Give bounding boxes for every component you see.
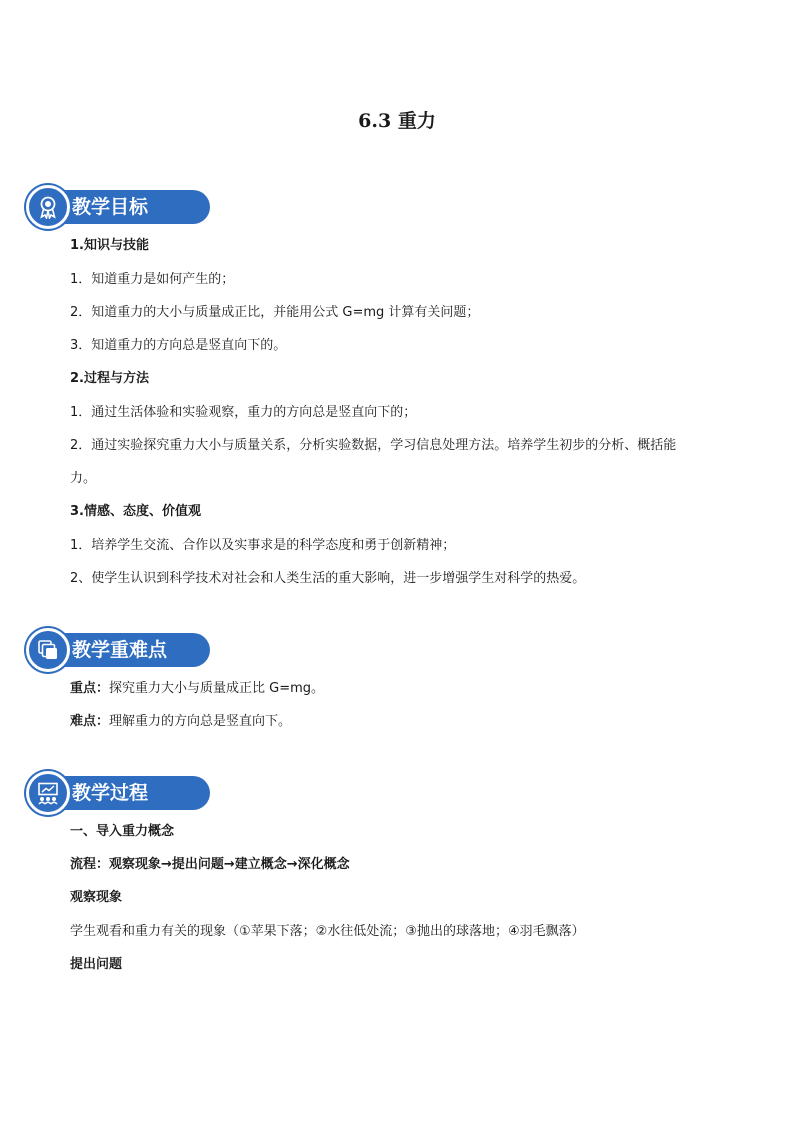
- subheading-knowledge: 1.知识与技能: [70, 238, 149, 253]
- key-point: [70, 680, 324, 698]
- section-title-keypoints: 教学重难点: [46, 633, 210, 667]
- presentation-board-icon: [26, 771, 70, 815]
- list-item: 3．知道重力的方向总是竖直向下的。: [70, 338, 287, 353]
- difficult-point-label: 难点：: [70, 714, 110, 729]
- key-point-text: 探究重力大小与质量成正比 G=mg。: [109, 681, 325, 696]
- list-item: 1．培养学生交流、合作以及实事求是的科学态度和勇于创新精神；: [70, 538, 456, 553]
- subheading-step1: 一、导入重力概念: [70, 824, 175, 839]
- list-item: 力。: [70, 471, 97, 486]
- section-title-process: 教学过程: [46, 776, 210, 810]
- stacked-cards-icon: [26, 628, 70, 672]
- subheading-process-method: 2.过程与方法: [70, 371, 149, 386]
- difficult-point-text: 理解重力的方向总是竖直向下。: [109, 714, 292, 729]
- flow-text: 流程：观察现象→提出问题→建立概念→深化概念: [70, 857, 350, 872]
- subheading-question: 提出问题: [70, 957, 123, 972]
- observe-text: 学生观看和重力有关的现象（①苹果下落；②水往低处流；③抛出的球落地；④羽毛飘落）: [70, 924, 585, 939]
- list-item: 2、使学生认识到科学技术对社会和人类生活的重大影响，进一步增强学生对科学的热爱。: [70, 571, 586, 586]
- key-point-label: 重点：: [70, 681, 110, 696]
- page-title: 6.3 重力: [358, 110, 436, 132]
- subheading-values: 3.情感、态度、价值观: [70, 504, 201, 519]
- list-item: 2．通过实验探究重力大小与质量关系，分析实验数据，学习信息处理方法。培养学生初步的分析、概括能: [70, 438, 677, 453]
- list-item: 1．通过生活体验和实验观察，重力的方向总是竖直向下的；: [70, 405, 417, 420]
- subheading-observe: 观察现象: [70, 890, 123, 905]
- section-title-objectives: 教学目标: [46, 190, 210, 224]
- award-ribbon-icon: [26, 185, 70, 229]
- difficult-point: [70, 713, 291, 731]
- list-item: 1．知道重力是如何产生的；: [70, 272, 235, 287]
- list-item: 2．知道重力的大小与质量成正比，并能用公式 G=mg 计算有关问题；: [70, 305, 480, 320]
